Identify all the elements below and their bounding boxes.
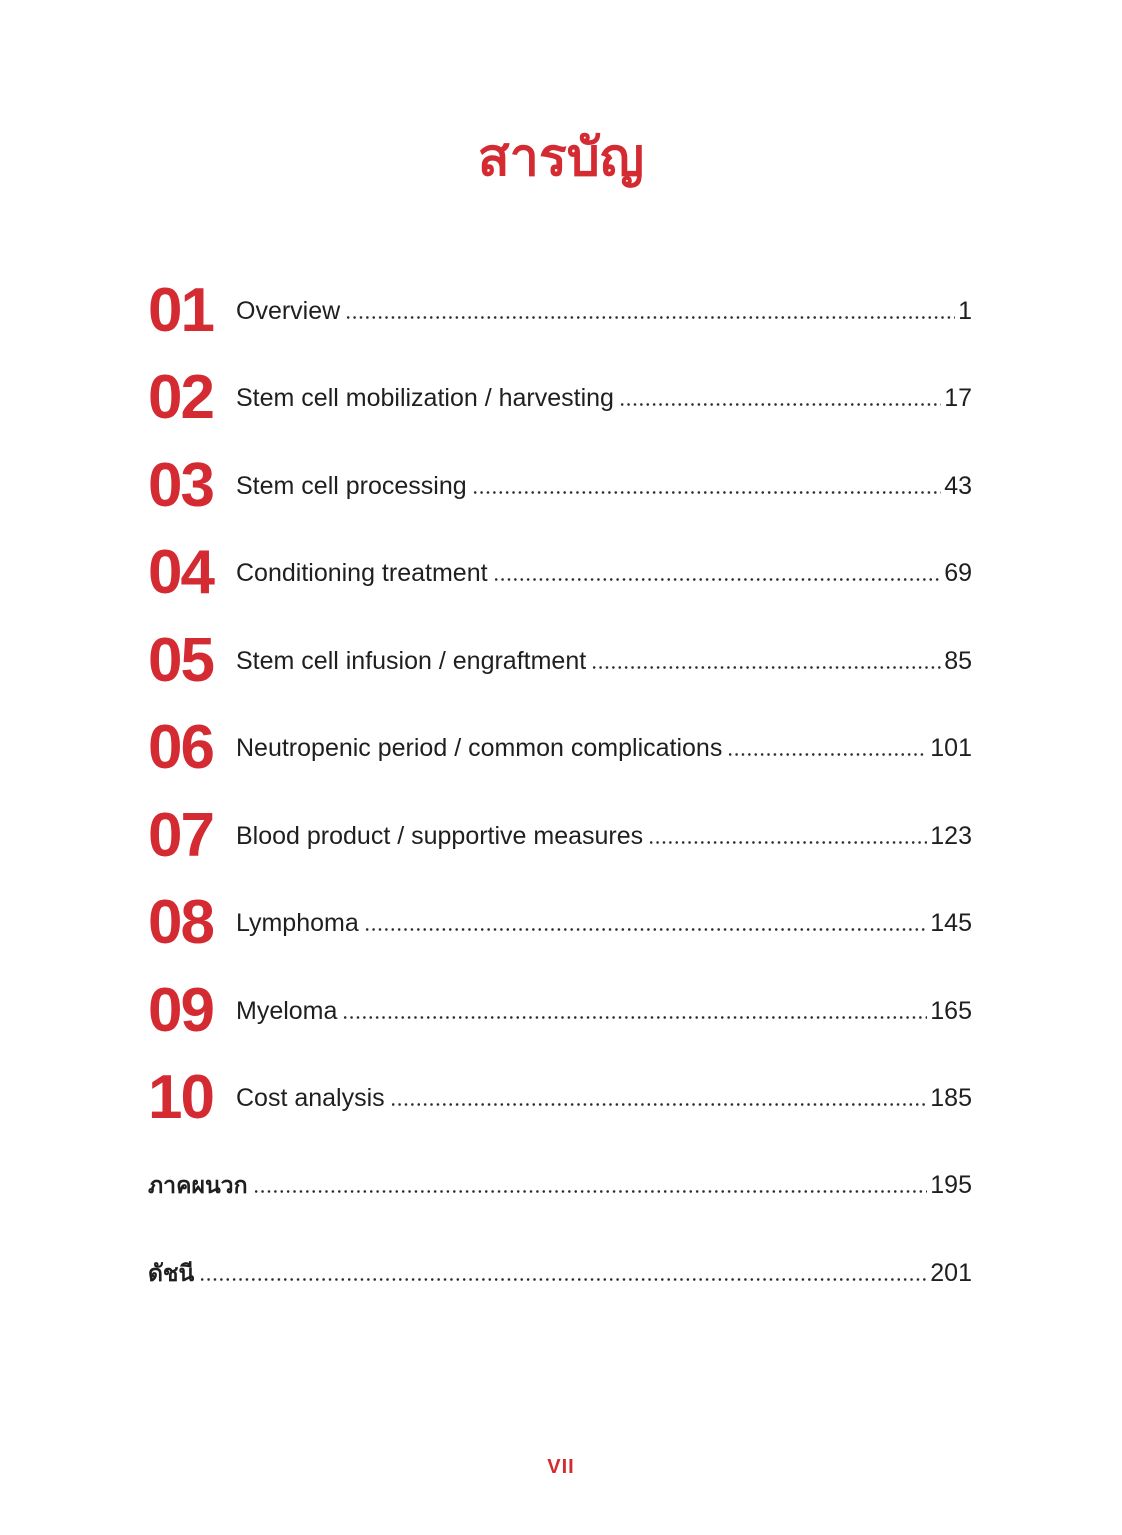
chapter-title: Cost analysis bbox=[236, 1084, 385, 1113]
chapter-page-number: 69 bbox=[944, 559, 972, 588]
chapter-page-number: 145 bbox=[930, 909, 972, 938]
toc-entry bbox=[148, 1170, 972, 1201]
chapter-page-number: 43 bbox=[944, 471, 972, 500]
appendix-title: ภาคผนวก bbox=[148, 1173, 248, 1200]
chapter-number: 04 bbox=[148, 538, 213, 608]
dot-leader bbox=[619, 403, 941, 406]
chapter-title: Stem cell mobilization / harvesting bbox=[236, 384, 614, 413]
chapter-page-number: 185 bbox=[930, 1084, 972, 1113]
toc-chapter-row bbox=[148, 267, 972, 355]
toc-entry bbox=[236, 908, 972, 938]
toc-index-row bbox=[148, 1230, 972, 1318]
toc-entry bbox=[236, 558, 972, 588]
toc-chapter-row bbox=[148, 617, 972, 705]
toc-chapter-row bbox=[148, 880, 972, 968]
chapter-title: Myeloma bbox=[236, 996, 338, 1025]
dot-leader bbox=[199, 1278, 927, 1281]
chapter-title: Overview bbox=[236, 296, 341, 325]
dot-leader bbox=[472, 491, 942, 494]
toc-chapter-row bbox=[148, 1055, 972, 1143]
toc-entry bbox=[236, 383, 972, 413]
chapter-title: Blood product / supportive measures bbox=[236, 821, 644, 850]
chapter-number: 03 bbox=[148, 450, 213, 520]
toc-chapter-row bbox=[148, 442, 972, 530]
chapter-number: 06 bbox=[148, 713, 213, 783]
dot-leader bbox=[648, 841, 927, 844]
toc-entry bbox=[236, 471, 972, 501]
dot-leader bbox=[253, 1190, 928, 1193]
dot-leader bbox=[342, 1016, 927, 1019]
toc-chapter-row bbox=[148, 967, 972, 1055]
toc-appendix-row bbox=[148, 1142, 972, 1230]
toc-entry bbox=[236, 1083, 972, 1113]
chapter-number: 05 bbox=[148, 625, 213, 695]
index-title: ดัชนี bbox=[148, 1260, 195, 1287]
toc-entry bbox=[236, 296, 972, 326]
page-title: สารบัญ bbox=[477, 128, 645, 188]
dot-leader bbox=[493, 578, 942, 581]
toc-entry bbox=[236, 996, 972, 1026]
toc-chapter-row bbox=[148, 705, 972, 793]
chapter-number: 02 bbox=[148, 363, 213, 433]
appendix-page-number: 195 bbox=[930, 1171, 972, 1200]
toc-entry bbox=[236, 646, 972, 676]
chapter-number: 10 bbox=[148, 1063, 213, 1133]
chapter-number: 09 bbox=[148, 975, 213, 1045]
chapter-title: Stem cell infusion / engraftment bbox=[236, 646, 587, 675]
dot-leader bbox=[591, 666, 941, 669]
chapter-page-number: 123 bbox=[930, 821, 972, 850]
toc-chapter-row bbox=[148, 355, 972, 443]
dot-leader bbox=[390, 1103, 928, 1106]
chapter-title: Stem cell processing bbox=[236, 471, 467, 500]
chapter-number: 07 bbox=[148, 800, 213, 870]
table-of-contents bbox=[148, 267, 972, 1317]
toc-entry bbox=[236, 733, 972, 763]
chapter-page-number: 85 bbox=[944, 646, 972, 675]
page-number-footer: VII bbox=[547, 1456, 575, 1478]
chapter-page-number: 1 bbox=[958, 296, 972, 325]
dot-leader bbox=[364, 928, 928, 931]
chapter-title: Conditioning treatment bbox=[236, 559, 488, 588]
chapter-page-number: 101 bbox=[930, 734, 972, 763]
chapter-title: Lymphoma bbox=[236, 909, 359, 938]
dot-leader bbox=[727, 753, 927, 756]
toc-chapter-row bbox=[148, 792, 972, 880]
dot-leader bbox=[345, 316, 955, 319]
chapter-title: Neutropenic period / common complications bbox=[236, 734, 723, 763]
index-page-number: 201 bbox=[930, 1258, 972, 1287]
chapter-page-number: 17 bbox=[944, 384, 972, 413]
chapter-number: 08 bbox=[148, 888, 213, 958]
toc-chapter-row bbox=[148, 530, 972, 618]
chapter-number: 01 bbox=[148, 275, 213, 345]
toc-entry bbox=[236, 821, 972, 851]
toc-entry bbox=[148, 1258, 972, 1289]
chapter-page-number: 165 bbox=[930, 996, 972, 1025]
